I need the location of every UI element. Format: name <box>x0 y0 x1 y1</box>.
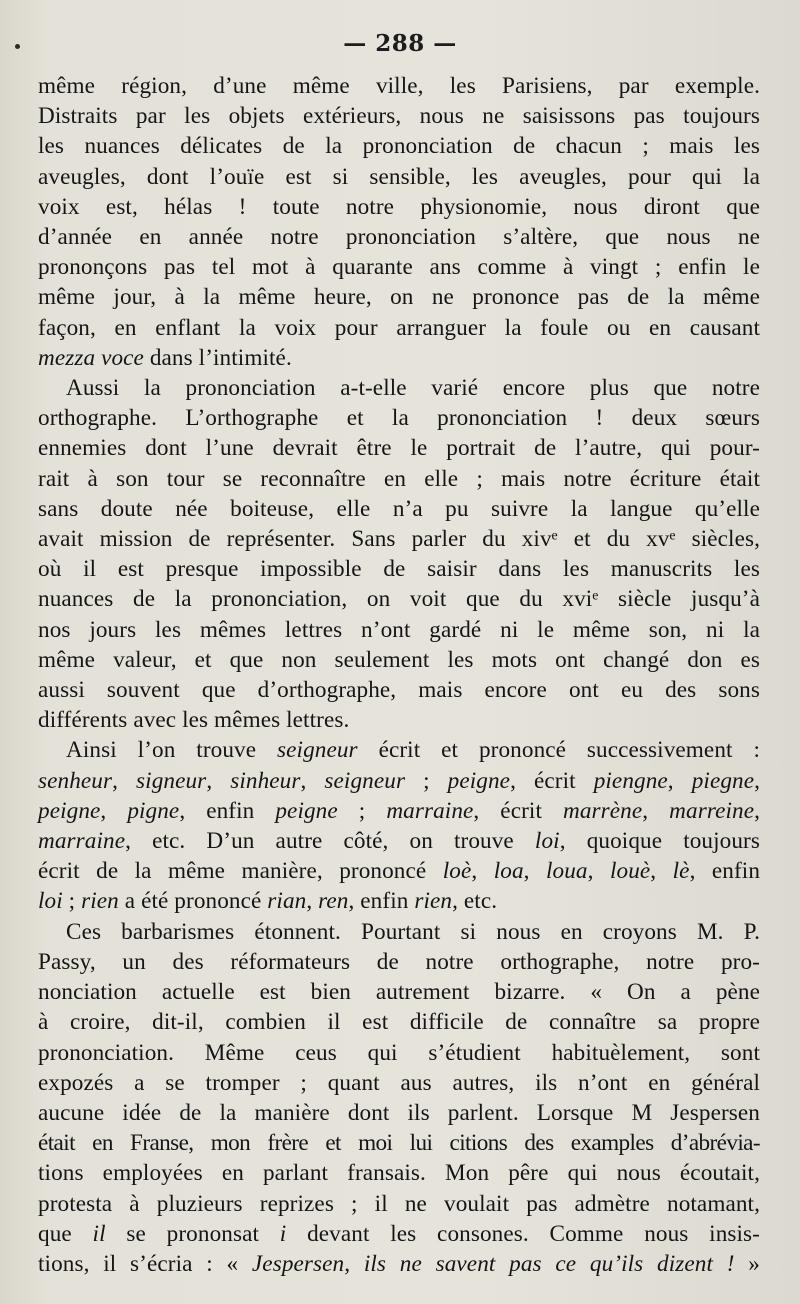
text-run: , quoique toujours <box>559 828 760 855</box>
text-line: même valeur, et que non seulement les mots ont changé don es <box>38 646 760 673</box>
text-line: les nuances délicates de la prononciation de chacun ; mais les <box>38 133 760 160</box>
text-run: écrit et prononcé successivement : <box>357 737 760 764</box>
text-run: que <box>38 1220 93 1247</box>
italic-word: marraine <box>386 797 474 824</box>
text-line <box>38 1249 760 1279</box>
text-run: a été prononcé <box>118 888 268 915</box>
text-line: prononciation. Même ceus qui s’étudient habituèlement, sont <box>38 1039 760 1066</box>
text-line: d’année en année notre prononciation s’altère, que nous ne <box>38 224 760 251</box>
italic-word: peigne <box>38 797 101 824</box>
text-run: tions, il s’écria : « <box>38 1250 252 1277</box>
text-line <box>38 735 760 765</box>
text-line: Distraits par les objets extérieurs, nous ne saisissons pas toujours <box>38 103 760 130</box>
text-run: , <box>523 858 546 885</box>
text-line: aucune idée de la manière dont ils parlent. Lorsque M Jespersen <box>38 1099 760 1126</box>
text-line: même région, d’une même ville, les Parisiens, par exemple. <box>38 73 760 99</box>
text-run: ; <box>405 767 448 794</box>
text-run: , <box>667 767 692 794</box>
italic-word: louè <box>609 858 651 885</box>
text-line: tions employées en parlant fransais. Mon pêre qui nous écoutait, <box>38 1160 760 1187</box>
text-line: différents avec les mêmes lettres. <box>38 707 350 734</box>
text-line <box>38 796 760 826</box>
text-run: , <box>100 797 128 824</box>
paragraph-2 <box>38 373 760 735</box>
italic-phrase: mezza voce <box>38 344 144 371</box>
italic-word: ren <box>318 888 349 915</box>
text-line: Ces barbarismes étonnent. Pourtant si nous en croyons M. P. <box>66 918 760 945</box>
text-run: , <box>754 797 761 824</box>
italic-word: rien <box>414 888 453 915</box>
italic-word: loè <box>442 858 472 885</box>
text-line: prononçons pas tel mot à quarante ans comme à vingt ; enfin le <box>38 254 760 281</box>
page-text <box>38 71 760 1279</box>
italic-word: i <box>279 1220 287 1247</box>
text-line: expozés a se tromper ; quant aus autres, ils n’ont en général <box>38 1069 760 1096</box>
text-run: , <box>754 767 761 794</box>
paragraph-4 <box>38 917 760 1279</box>
text-run: , enfin <box>179 797 276 824</box>
text-line: Passy, un des réformateurs de notre orthographe, notre pro- <box>38 948 760 975</box>
text-line: avait mission de représenter. Sans parler du xivᵉ et du xvᵉ siècles, <box>38 526 760 553</box>
page-number: — 288 — <box>343 30 457 57</box>
text-run: , etc. D’un autre côté, on trouve <box>125 828 535 855</box>
text-line: nos jours les mêmes lettres n’ont gardé ni le même son, ni la <box>38 616 760 643</box>
italic-word: piegne <box>691 767 755 794</box>
italic-word: pigne <box>127 797 180 824</box>
text-run: , <box>206 767 231 794</box>
text-line <box>38 826 760 856</box>
italic-word: peigne <box>447 767 511 794</box>
text-line: sans doute née boiteuse, elle n’a pu suivre la langue qu’elle <box>38 495 760 522</box>
italic-word: loi <box>38 888 63 915</box>
text-run: , enfin <box>689 858 761 885</box>
italic-word: rien <box>81 888 119 915</box>
text-line <box>38 766 760 796</box>
text-run: , <box>650 858 673 885</box>
italic-word: piengne <box>593 767 668 794</box>
italic-word: seigneur <box>324 767 406 794</box>
text-run: , enfin <box>348 888 415 915</box>
text-run: , <box>471 858 494 885</box>
text-run: , écrit <box>510 767 594 794</box>
text-line: rait à son tour se reconnaître en elle ; mais notre écriture était <box>38 465 760 492</box>
text-run: » <box>734 1250 760 1277</box>
text-line: même jour, à la même heure, on ne prononce pas de la même <box>38 284 760 311</box>
italic-word: peigne <box>275 797 338 824</box>
text-line: orthographe. L’orthographe et la prononciation ! deux sœurs <box>38 405 760 432</box>
text-run: ; <box>62 888 82 915</box>
text-run: , écrit <box>473 797 563 824</box>
text-run: se prononsat <box>105 1220 280 1247</box>
text-line: nuances de la prononciation, on voit que du xviᵉ siècle jusqu’à <box>38 586 760 613</box>
italic-word: loi <box>534 828 560 855</box>
paragraph-3 <box>38 735 760 916</box>
italic-word: marrène <box>563 797 643 824</box>
text-run: , <box>112 767 137 794</box>
text-line: était en Franse, mon frère et moi lui citions des examples d’abrévia- <box>38 1130 760 1157</box>
text-run: , etc. <box>452 888 498 915</box>
italic-word: sinheur <box>230 767 301 794</box>
text-line <box>38 886 760 916</box>
text-line <box>38 856 760 886</box>
italic-word: rian <box>267 888 307 915</box>
text-run: , <box>306 888 319 915</box>
italic-word: marraine <box>38 828 126 855</box>
text-line: Aussi la prononciation a-t-elle varié encore plus que notre <box>66 375 760 402</box>
text-run: devant les consones. Comme nous insis- <box>286 1220 760 1247</box>
text-line: à croire, dit-il, combien il est difficile de connaître sa propre <box>38 1009 760 1036</box>
text-line: façon, en enflant la voix pour arranguer la foule ou en causant <box>38 314 760 341</box>
italic-word: lè <box>672 858 690 885</box>
text-line: aveugles, dont l’ouïe est si sensible, les aveugles, pour qui la <box>38 163 760 190</box>
text-line: voix est, hélas ! toute notre physionomie, nous diront que <box>38 193 760 220</box>
text-run: Ainsi l’on trouve <box>66 737 278 764</box>
text-run: dans l’intimité. <box>143 344 292 371</box>
text-line: aussi souvent que d’orthographe, mais encore ont eu des sons <box>38 677 760 704</box>
italic-word: senheur <box>38 767 113 794</box>
text-run: ; <box>337 797 387 824</box>
italic-word: loua <box>545 858 588 885</box>
text-run: , <box>587 858 610 885</box>
text-run: , <box>642 797 670 824</box>
italic-phrase: Jespersen, ils ne savent pas ce qu’ils dizent ! <box>251 1250 735 1277</box>
text-run: , <box>300 767 325 794</box>
text-line: protesta à pluzieurs reprizes ; il ne voulait pas admètre notamant, <box>38 1190 760 1217</box>
text-run: écrit de la même manière, prononcé <box>38 858 443 885</box>
text-line <box>38 1219 760 1249</box>
text-line: où il est presque impossible de saisir dans les manuscrits les <box>38 556 760 583</box>
italic-word: loa <box>493 858 524 885</box>
text-line: nonciation actuelle est bien autrement bizarre. « On a pène <box>38 979 760 1006</box>
paragraph-1 <box>38 71 760 373</box>
italic-word: seigneur <box>277 737 358 764</box>
text-line: ennemies dont l’une devrait être le portrait de l’autre, qui pour- <box>38 435 760 462</box>
italic-word: il <box>92 1220 106 1247</box>
text-line <box>38 343 760 373</box>
italic-word: marreine <box>669 797 755 824</box>
italic-word: signeur <box>136 767 207 794</box>
